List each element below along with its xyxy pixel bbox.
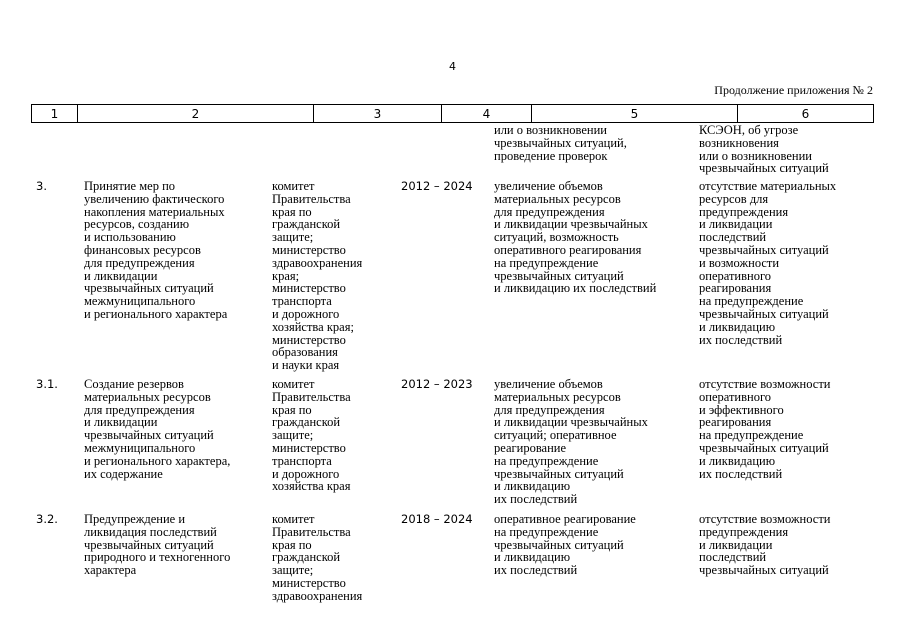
consequence-cell: отсутствие материальных ресурсов для предупреждения и ликвидации последствий чрезвычайных ситуаций и возможности оперативного реагирования на предупреждение чрезвычайных ситуаций и ликвидацию их последствий — [699, 179, 837, 347]
row-number: 3. — [36, 179, 47, 193]
measure-cell: Принятие мер по увеличению фактического накопления материальных ресурсов, созданию и использованию финансовых ресурсов для предупреждения и ликвидации чрезвычайных ситуаций межмуниципального и регионального характера — [84, 179, 228, 321]
executor-cell: комитет Правительства края по гражданской защите; министерство здравоохранения края; министерство транспорта и дорожного хозяйства края; министерство образования и науки края — [272, 179, 363, 373]
header-col-3: 3 — [314, 105, 442, 123]
header-col-5: 5 — [532, 105, 738, 123]
result-cell: увеличение объемов материальных ресурсов для предупреждения и ликвидации чрезвычайных ситуаций, возможность оперативного реагирования на предупреждение чрезвычайных ситуаций и ликвидацию их последствий — [494, 179, 657, 296]
header-row — [32, 105, 874, 123]
period-cell: 2012 – 2024 — [401, 179, 473, 193]
row-number: 3.1. — [36, 377, 58, 391]
period-cell: 2018 – 2024 — [401, 512, 473, 526]
header-col-1: 1 — [32, 105, 78, 123]
measure-cell: Предупреждение и ликвидация последствий чрезвычайных ситуаций природного и техногенного характера — [84, 512, 231, 578]
header-col-4: 4 — [442, 105, 532, 123]
header-col-2: 2 — [78, 105, 314, 123]
continuation-label: Продолжение приложения № 2 — [714, 83, 873, 97]
period-cell: 2012 – 2023 — [401, 377, 473, 391]
executor-cell: комитет Правительства края по гражданской защите; министерство здравоохранения — [272, 512, 363, 603]
column-number-header — [31, 104, 874, 123]
result-cell: или о возникновении чрезвычайных ситуаций, проведение проверок — [494, 123, 627, 163]
header-col-6: 6 — [738, 105, 874, 123]
consequence-cell: отсутствие возможности предупреждения и ликвидации последствий чрезвычайных ситуаций — [699, 512, 831, 578]
result-cell: увеличение объемов материальных ресурсов для предупреждения и ликвидации чрезвычайных ситуаций; оперативное реагирование на предупреждение чрезвычайных ситуаций и ликвидацию их последствий — [494, 377, 648, 507]
measure-cell: Создание резервов материальных ресурсов для предупреждения и ликвидации чрезвычайных ситуаций межмуниципального и регионального характера, их содержание — [84, 377, 231, 481]
row-number: 3.2. — [36, 512, 58, 526]
page-number: 4 — [449, 60, 456, 73]
consequence-cell: отсутствие возможности оперативного и эффективного реагирования на предупреждение чрезвычайных ситуаций и ликвидацию их последствий — [699, 377, 831, 481]
result-cell: оперативное реагирование на предупреждение чрезвычайных ситуаций и ликвидацию их последствий — [494, 512, 636, 578]
consequence-cell: КСЭОН, об угрозе возникновения или о возникновении чрезвычайных ситуаций — [699, 123, 829, 176]
executor-cell: комитет Правительства края по гражданской защите; министерство транспорта и дорожного хозяйства края — [272, 377, 351, 494]
